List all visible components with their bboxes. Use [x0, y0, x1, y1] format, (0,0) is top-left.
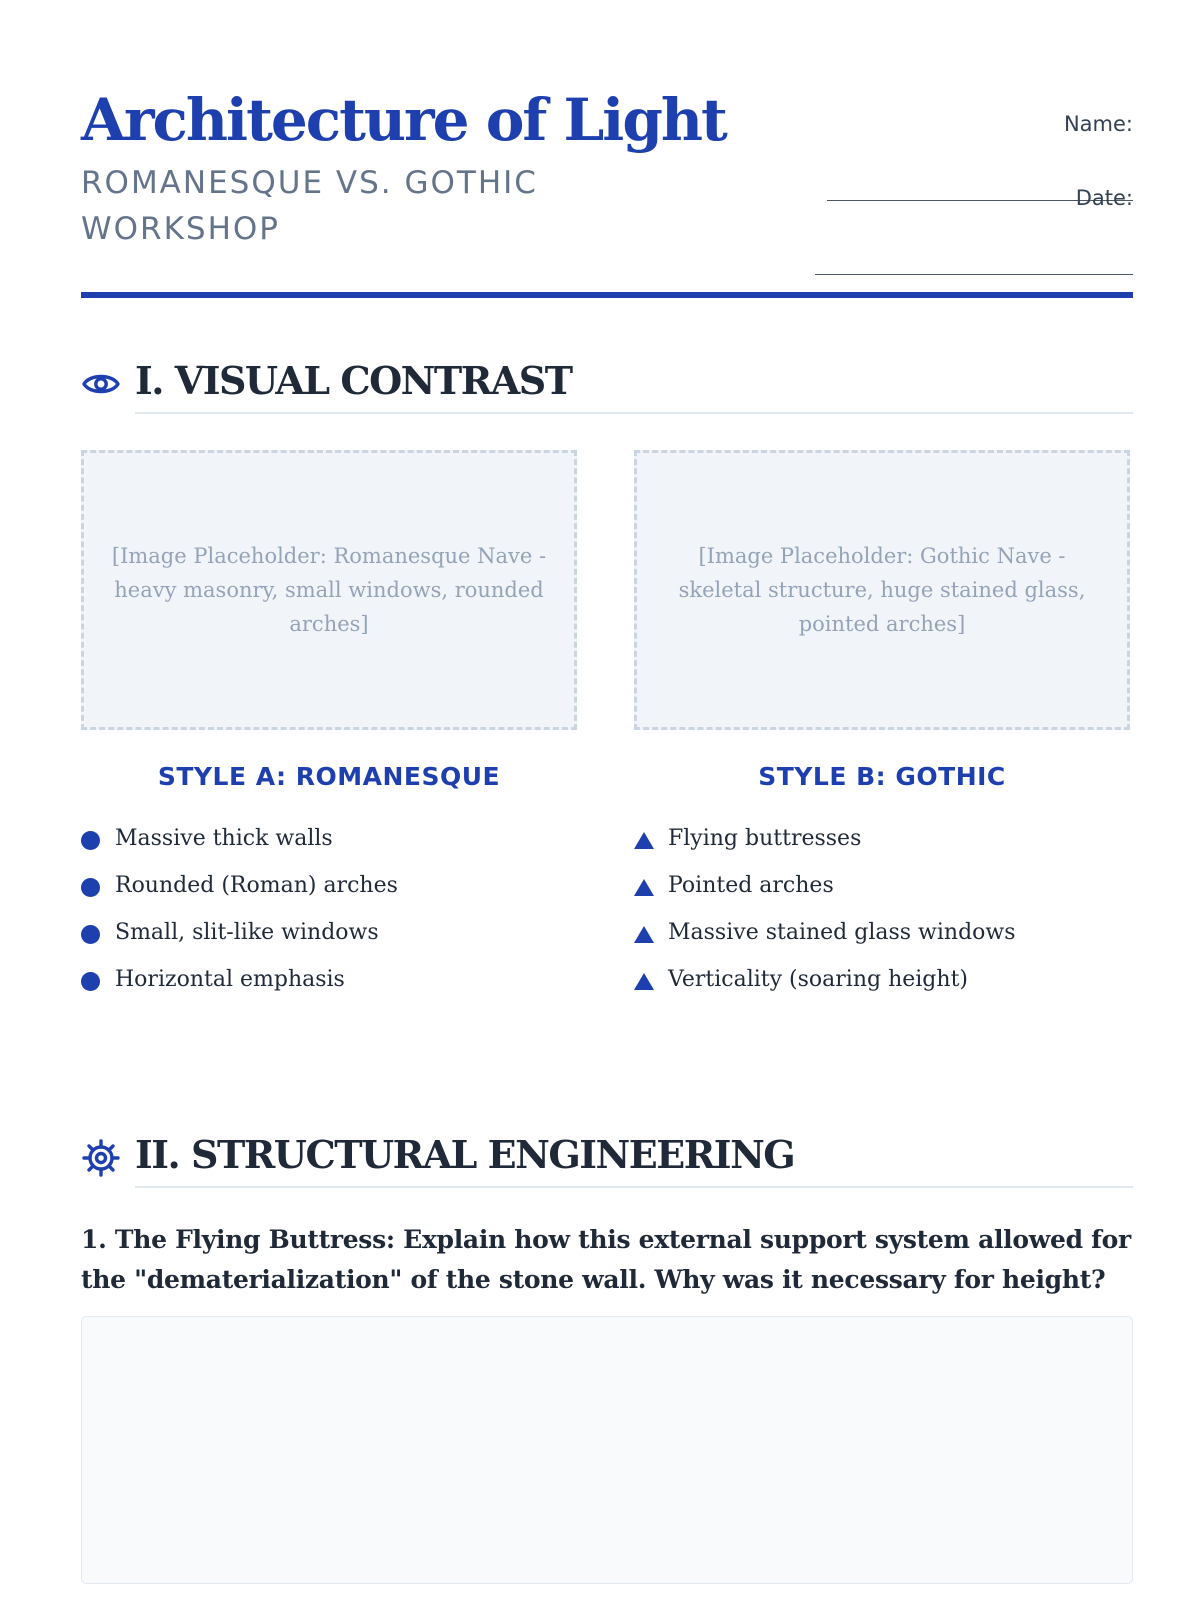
list-item-text: Verticality (soaring height) — [668, 967, 968, 992]
romanesque-image-placeholder: [Image Placeholder: Romanesque Nave - heavy masonry, small windows, rounded arches] — [81, 450, 577, 730]
gothic-feature-list — [634, 822, 1130, 1010]
gothic-image-placeholder: [Image Placeholder: Gothic Nave - skeletal structure, huge stained glass, pointed arches] — [634, 450, 1130, 730]
list-item — [81, 822, 577, 869]
worksheet-subtitle: ROMANESQUE VS. GOTHIC WORKSHOP — [81, 165, 538, 247]
circle-bullet-icon — [81, 831, 100, 850]
list-item — [634, 822, 1130, 869]
name-field[interactable] — [823, 112, 1133, 164]
section-heading: I. VISUAL CONTRAST — [135, 358, 572, 403]
triangle-bullet-icon — [634, 832, 654, 849]
circle-bullet-icon — [81, 925, 100, 944]
circle-bullet-icon — [81, 878, 100, 897]
list-item-text: Horizontal emphasis — [115, 967, 345, 992]
list-item — [81, 869, 577, 916]
gear-icon — [81, 1138, 121, 1178]
list-item — [634, 963, 1130, 1010]
header-divider — [81, 292, 1133, 298]
list-item — [634, 916, 1130, 963]
style-b-label: STYLE B: GOTHIC — [758, 762, 1006, 791]
circle-bullet-icon — [81, 972, 100, 991]
list-item-text: Flying buttresses — [668, 826, 862, 851]
triangle-bullet-icon — [634, 879, 654, 896]
date-label: Date: — [1075, 186, 1133, 210]
list-item — [81, 916, 577, 963]
answer-box[interactable] — [81, 1316, 1133, 1584]
list-item — [81, 963, 577, 1010]
question-1-prompt: 1. The Flying Buttress: Explain how this external support system allowed for the "dematerialization" of the stone wall. Why was it necessary for height? — [81, 1225, 1131, 1294]
list-item-text: Massive thick walls — [115, 826, 333, 851]
triangle-bullet-icon — [634, 926, 654, 943]
list-item-text: Massive stained glass windows — [668, 920, 1016, 945]
section-visual-contrast — [81, 356, 1133, 416]
section-structural-engineering — [81, 1130, 1133, 1190]
section-underline — [135, 1186, 1133, 1188]
worksheet-header — [81, 80, 1133, 296]
section-heading: II. STRUCTURAL ENGINEERING — [135, 1132, 795, 1177]
worksheet-title: Architecture of Light — [81, 86, 726, 154]
date-input-line[interactable] — [815, 274, 1133, 275]
list-item-text: Small, slit-like windows — [115, 920, 379, 945]
worksheet-page — [81, 0, 1133, 1600]
eye-icon — [81, 364, 121, 404]
style-a-label: STYLE A: ROMANESQUE — [157, 762, 501, 791]
list-item-text: Rounded (Roman) arches — [115, 873, 398, 898]
list-item-text: Pointed arches — [668, 873, 834, 898]
list-item — [634, 869, 1130, 916]
romanesque-feature-list — [81, 822, 577, 1010]
section-underline — [135, 412, 1133, 414]
name-label: Name: — [1063, 112, 1133, 136]
date-field[interactable] — [813, 186, 1133, 238]
triangle-bullet-icon — [634, 973, 654, 990]
